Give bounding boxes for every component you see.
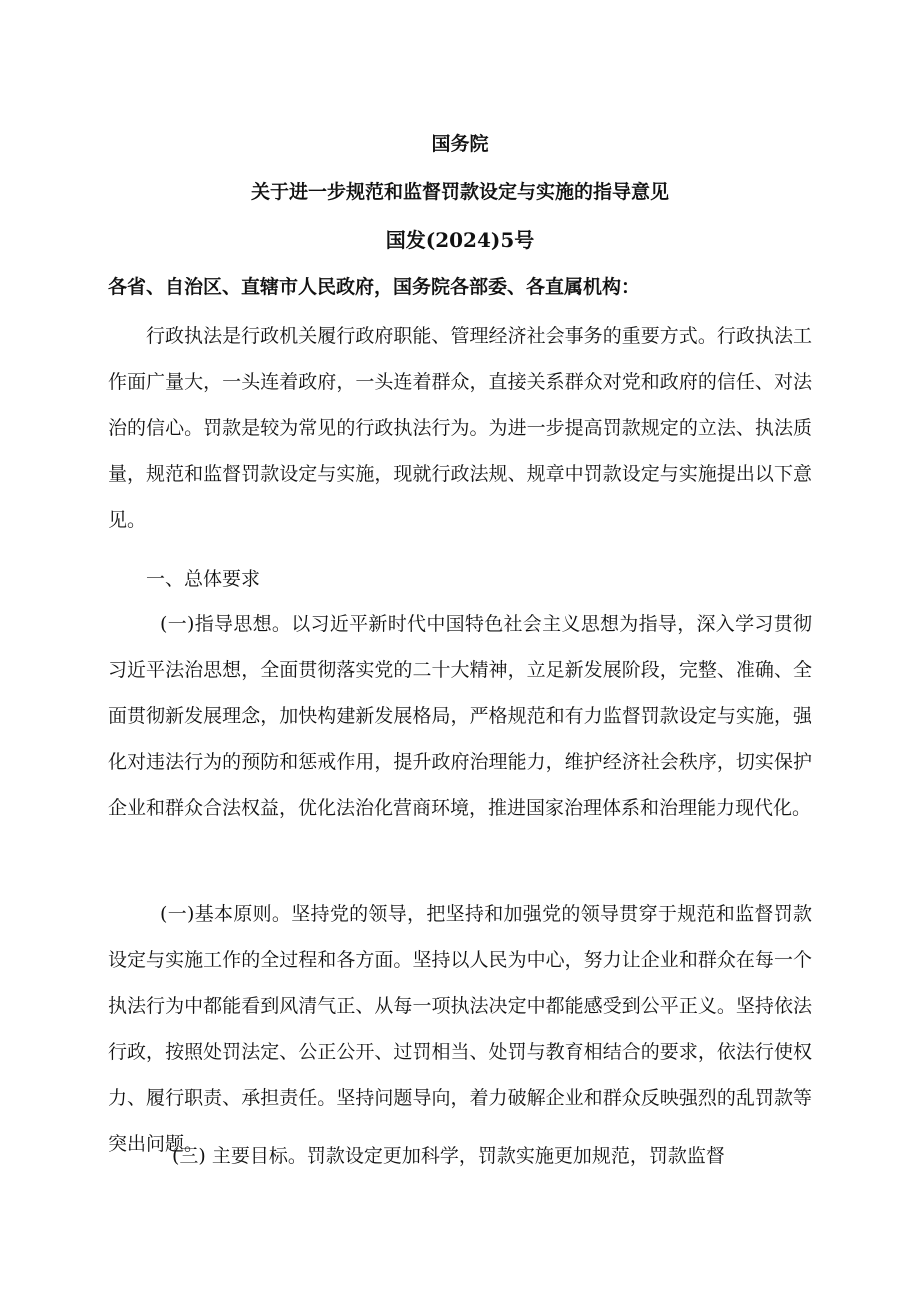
addressee-line: 各省、自治区、直辖市人民政府，国务院各部委、各直属机构： <box>108 276 641 298</box>
guiding-thought-paragraph: (一)指导思想。以习近平新时代中国特色社会主义思想为指导，深入学习贯彻习近平法治思想，全面贯彻落实党的二十大精神，立足新发展阶段，完整、准确、全面贯彻新发展理念，加快构建新发展格局，严格规范和有力监督罚款设定与实施，强化对违法行为的预防和惩戒作用，提升政府治理能力，维护经济社会秩序，切实保护企业和群众合法权益，优化法治化营商环境，推进国家治理体系和治理能力现代化。 <box>108 613 812 819</box>
document-title: 关于进一步规范和监督罚款设定与实施的指导意见 <box>250 181 669 203</box>
document-number: 国发(2024)5号 <box>385 228 535 252</box>
issuer-heading: 国务院 <box>431 133 489 155</box>
section-heading-general-requirements: 一、总体要求 <box>146 568 261 590</box>
main-goals-paragraph: (三) 主要目标。罚款设定更加科学，罚款实施更加规范，罚款监督 <box>172 1145 725 1167</box>
intro-paragraph: 行政执法是行政机关履行政府职能、管理经济社会事务的重要方式。行政执法工作面广量大，一头连着政府，一头连着群众，直接关系群众对党和政府的信任、对法治的信心。罚款是较为常见的行政执法行为。为进一步提高罚款规定的立法、执法质量，规范和监督罚款设定与实施，现就行政法规、规章中罚款设定与实施提出以下意见。 <box>108 325 812 531</box>
basic-principles-paragraph: (一)基本原则。坚持党的领导，把坚持和加强党的领导贯穿于规范和监督罚款设定与实施工作的全过程和各方面。坚持以人民为中心，努力让企业和群众在每一个执法行为中都能看到风清气正、从每一项执法决定中都能感受到公平正义。坚持依法行政，按照处罚法定、公正公开、过罚相当、处罚与教育相结合的要求，依法行使权力、履行职责、承担责任。坚持问题导向，着力破解企业和群众反映强烈的乱罚款等突出问题。 <box>108 903 812 1155</box>
